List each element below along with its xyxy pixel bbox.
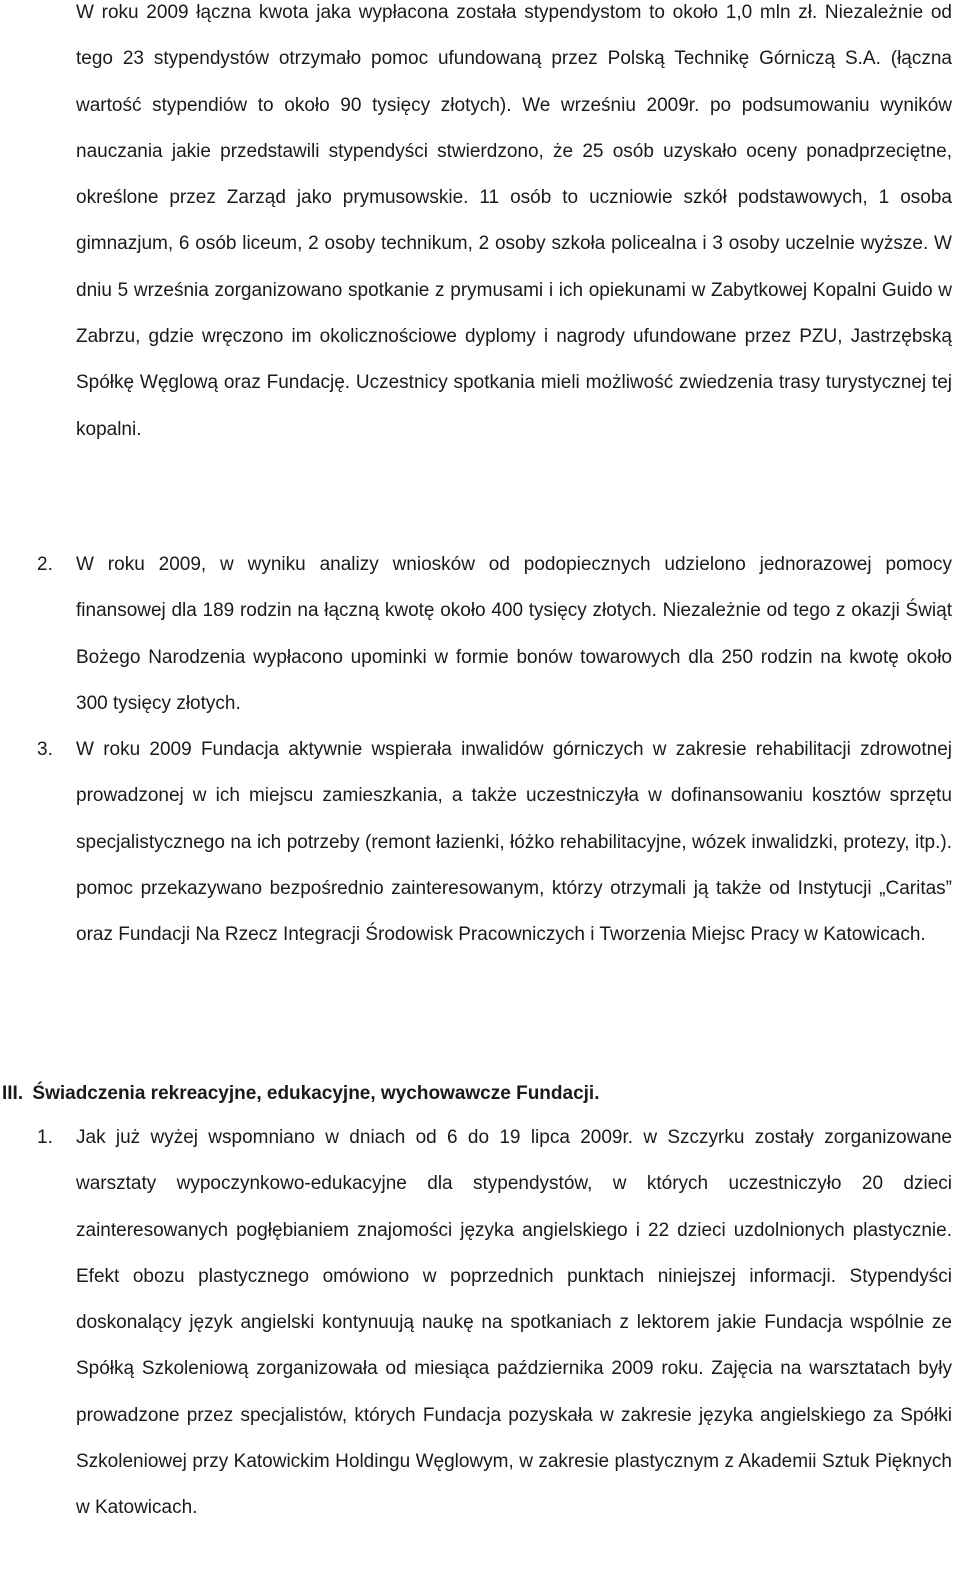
section-heading [2,1071,942,1117]
list-item-number: 3. [37,739,53,760]
list-item-text: Jak już wyżej wspomniano w dniach od 6 do 19 lipca 2009r. w Szczyrku zostały zorganizowane warsztaty wypoczynkowo-edukacyjne dla stypendystów, w których uczestniczyło 20 dzieci zainteresowanych pogłębianiem znajomości języka angielskiego i 22 dzieci uzdolnionych plastycznie. Efekt obozu plastycznego omówiono w poprzednich punktach niniejszej informacji. Stypendyści doskonalący język angielski kontynuują naukę na spotkaniach z lektorem jakie Fundacja wspólnie ze Spółką Szkoleniową zorganizowała od miesiąca października 2009 roku. Zajęcia na warsztatach były prowadzone przez specjalistów, których Fundacja pozyskała w zakresie języka angielskiego za Spółki Szkoleniowej przy Katowickim Holdingu Węglowym, w zakresie plastycznym z Akademii Sztuk Pięknych w Katowicach. [76,1127,952,1519]
intro-paragraph: W roku 2009 łączna kwota jaka wypłacona została stypendystom to około 1,0 mln zł. Niezależnie od tego 23 stypendystów otrzymało pomoc ufundowaną przez Polską Technikę Górniczą S.A. (łączna wartość stypendiów to około 90 tysięcy złotych). We wrześniu 2009r. po podsumowaniu wyników nauczania jakie przedstawili stypendyści stwierdzono, że 25 osób uzyskało oceny ponadprzeciętne, określone przez Zarząd jako prymusowskie. 11 osób to uczniowie szkół podstawowych, 1 osoba gimnazjum, 6 osób liceum, 2 osoby technikum, 2 osoby szkoła policealna i 3 osoby uczelnie wyższe. W dniu 5 września zorganizowano spotkanie z prymusami i ich opiekunami w Zabytkowej Kopalni Guido w Zabrzu, gdzie wręczono im okolicznościowe dyplomy i nagrody ufundowane przez PZU, Jastrzębską Spółkę Węglową oraz Fundację. Uczestnicy spotkania mieli możliwość zwiedzenia trasy turystycznej tej kopalni. [76,2,952,440]
section-title: Świadczenia rekreacyjne, edukacyjne, wychowawcze Fundacji. [32,1083,600,1104]
list-item-number: 1. [37,1127,53,1148]
list-item-number: 2. [37,554,53,575]
section-number: III. [2,1083,24,1104]
list-item-text: W roku 2009, w wyniku analizy wniosków od podopiecznych udzielono jednorazowej pomocy finansowej dla 189 rodzin na łączną kwotę około 400 tysięcy złotych. Niezależnie od tego z okazji Świąt Bożego Narodzenia wypłacono upominki w formie bonów towarowych dla 250 rodzin na kwotę około 300 tysięcy złotych. [76,554,952,714]
list-item-text: W roku 2009 Fundacja aktywnie wspierała inwalidów górniczych w zakresie rehabilitacji zdrowotnej prowadzonej w ich miejscu zamieszkania, a także uczestniczyła w dofinansowaniu kosztów sprzętu specjalistycznego na ich potrzeby (remont łazienki, łóżko rehabilitacyjne, wózek inwalidzki, protezy, itp.). pomoc przekazywano bezpośrednio zainteresowanym, którzy otrzymali ją także od Instytucji „Caritas” oraz Fundacji Na Rzecz Integracji Środowisk Pracowniczych i Tworzenia Miejsc Pracy w Katowicach. [76,739,952,946]
